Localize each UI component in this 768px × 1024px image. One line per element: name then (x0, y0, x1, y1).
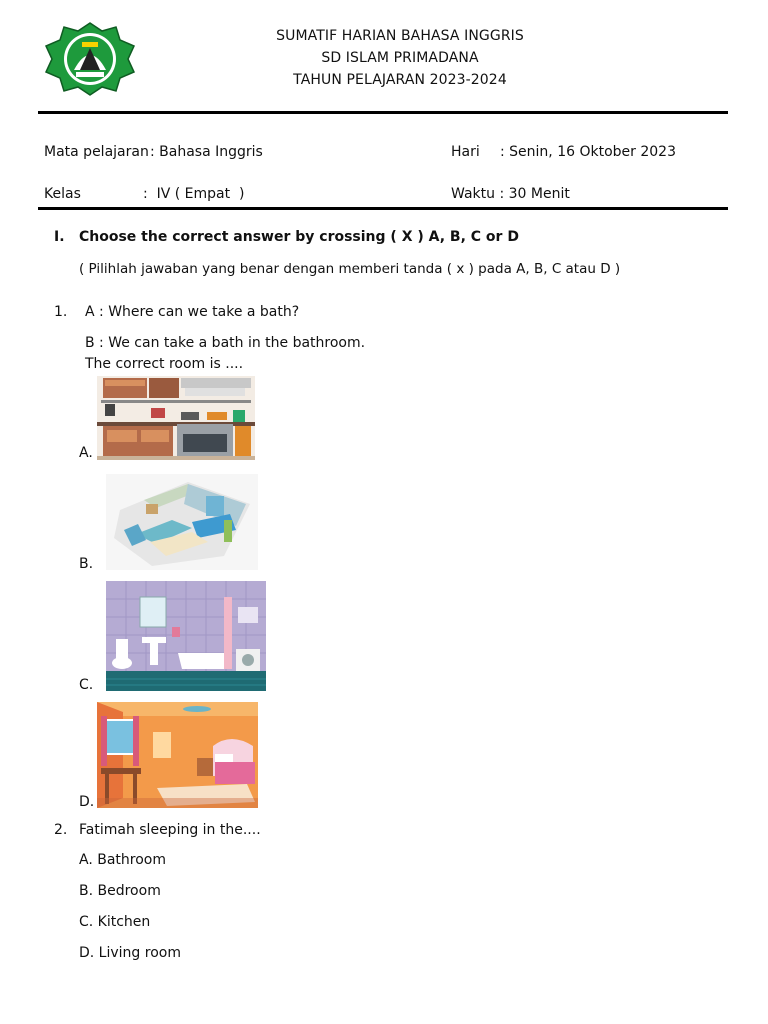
day-value: : Senin, 16 Oktober 2023 (500, 144, 676, 160)
day-label: Hari (451, 144, 480, 160)
info-divider (38, 207, 728, 210)
q1-option-b-letter[interactable]: B. (79, 556, 94, 572)
class-label: Kelas (44, 186, 81, 202)
kitchen-illustration[interactable] (97, 376, 255, 460)
header-school: SD ISLAM PRIMADANA (321, 50, 479, 66)
section-title: Choose the correct answer by crossing ( X ) A, B, C or D (79, 229, 519, 245)
class-value: : IV ( Empat ) (143, 186, 245, 202)
header-year: TAHUN PELAJARAN 2023-2024 (293, 72, 507, 88)
q2-text: Fatimah sleeping in the.... (79, 822, 261, 838)
subject-value: : Bahasa Inggris (150, 144, 263, 160)
q1-line-a: A : Where can we take a bath? (85, 304, 300, 320)
subject-label: Mata pelajaran (44, 144, 149, 160)
q1-line-c: The correct room is .... (85, 356, 244, 372)
q2-option-b[interactable]: B. Bedroom (79, 883, 161, 899)
living-room-illustration[interactable] (106, 474, 258, 570)
header-divider (38, 111, 728, 114)
section-subtitle: ( Pilihlah jawaban yang benar dengan memberi tanda ( x ) pada A, B, C atau D ) (79, 261, 621, 277)
q1-option-d-letter[interactable]: D. (79, 794, 95, 810)
q1-number: 1. (54, 304, 68, 320)
q2-option-d[interactable]: D. Living room (79, 945, 181, 961)
bedroom-illustration[interactable] (97, 702, 258, 808)
q2-number: 2. (54, 822, 68, 838)
q2-option-a[interactable]: A. Bathroom (79, 852, 166, 868)
bathroom-illustration[interactable] (106, 581, 266, 691)
time-text: Waktu : 30 Menit (451, 186, 570, 202)
q1-line-b: B : We can take a bath in the bathroom. (85, 335, 366, 351)
section-number: I. (54, 229, 65, 245)
header-title: SUMATIF HARIAN BAHASA INGGRIS (276, 28, 524, 44)
q2-option-c[interactable]: C. Kitchen (79, 914, 151, 930)
q1-option-a-letter[interactable]: A. (79, 445, 93, 461)
q1-option-c-letter[interactable]: C. (79, 677, 94, 693)
